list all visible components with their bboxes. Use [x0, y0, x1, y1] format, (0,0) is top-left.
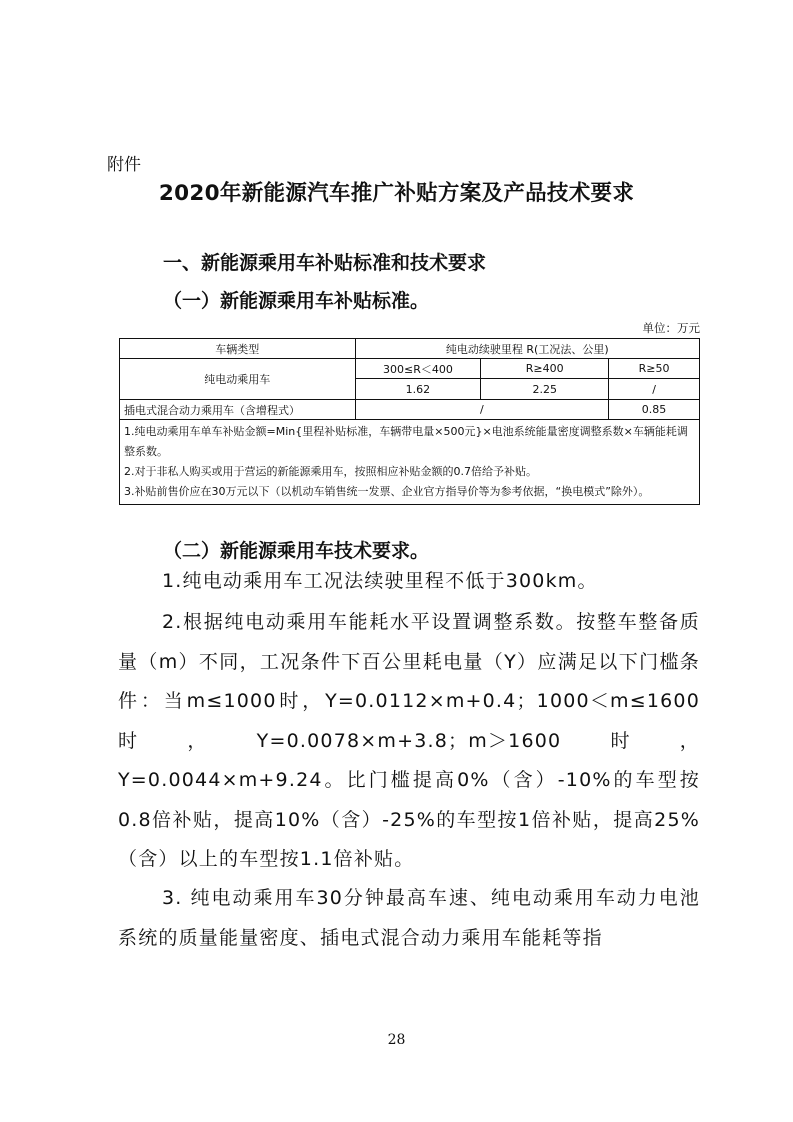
- attachment-label: 附件: [107, 155, 141, 175]
- subsection-heading-2: （二）新能源乘用车技术要求。: [163, 540, 430, 562]
- range-col-3: R≥50: [609, 359, 700, 379]
- paragraph-2: 2.根据纯电动乘用车能耗水平设置调整系数。按整车整备质量（m）不同，工况条件下百公里耗电量（Y）应满足以下门槛条件：当m≤1000时，Y=0.0112×m+0.4；1000＜m≤1600时，Y=0.0078×m+3.8；m＞1600时，Y=0.0044×m+9.24。比门槛提高0%（含）-10%的车型按0.8倍补贴，提高10%（含）-25%的车型按1倍补贴，提高25%（含）以上的车型按1.1倍补贴。: [118, 611, 700, 870]
- bev-value-2: 2.25: [481, 379, 609, 400]
- unit-label: 单位：万元: [642, 321, 700, 335]
- subsection-heading-1: （一）新能源乘用车补贴标准。: [163, 290, 430, 312]
- note-2: 2.对于非私人购买或用于营运的新能源乘用车，按照相应补贴金额的0.7倍给予补贴。: [124, 465, 537, 478]
- header-range: 纯电动续驶里程 R(工况法、公里): [355, 339, 699, 359]
- document-title: 2020年新能源汽车推广补贴方案及产品技术要求: [158, 181, 635, 206]
- paragraph-1: 1.纯电动乘用车工况法续驶里程不低于300km。: [162, 570, 598, 592]
- bev-value-3: /: [609, 379, 700, 400]
- bev-value-1: 1.62: [355, 379, 481, 400]
- phev-value-3: 0.85: [609, 400, 700, 420]
- phev-value-12: /: [355, 400, 609, 420]
- header-vehicle-type: 车辆类型: [120, 339, 356, 359]
- table-notes: [120, 420, 700, 505]
- phev-label: 插电式混合动力乘用车（含增程式）: [120, 400, 356, 420]
- section-heading-1: 一、新能源乘用车补贴标准和技术要求: [163, 252, 487, 274]
- page-number: 28: [387, 1032, 406, 1048]
- range-col-2: R≥400: [481, 359, 609, 379]
- subsidy-table: [119, 338, 700, 505]
- range-col-1: 300≤R＜400: [355, 359, 481, 379]
- paragraph-3: 3. 纯电动乘用车30分钟最高车速、纯电动乘用车动力电池系统的质量能量密度、插电式混合动力乘用车能耗等指: [118, 887, 700, 949]
- note-3: 3.补贴前售价应在30万元以下（以机动车销售统一发票、企业官方指导价等为参考依据，“换电模式”除外）。: [124, 485, 650, 498]
- note-1: 1.纯电动乘用车单车补贴金额=Min{里程补贴标准，车辆带电量×500元}×电池系统能量密度调整系数×车辆能耗调整系数。: [124, 425, 688, 458]
- bev-label: 纯电动乘用车: [120, 359, 356, 400]
